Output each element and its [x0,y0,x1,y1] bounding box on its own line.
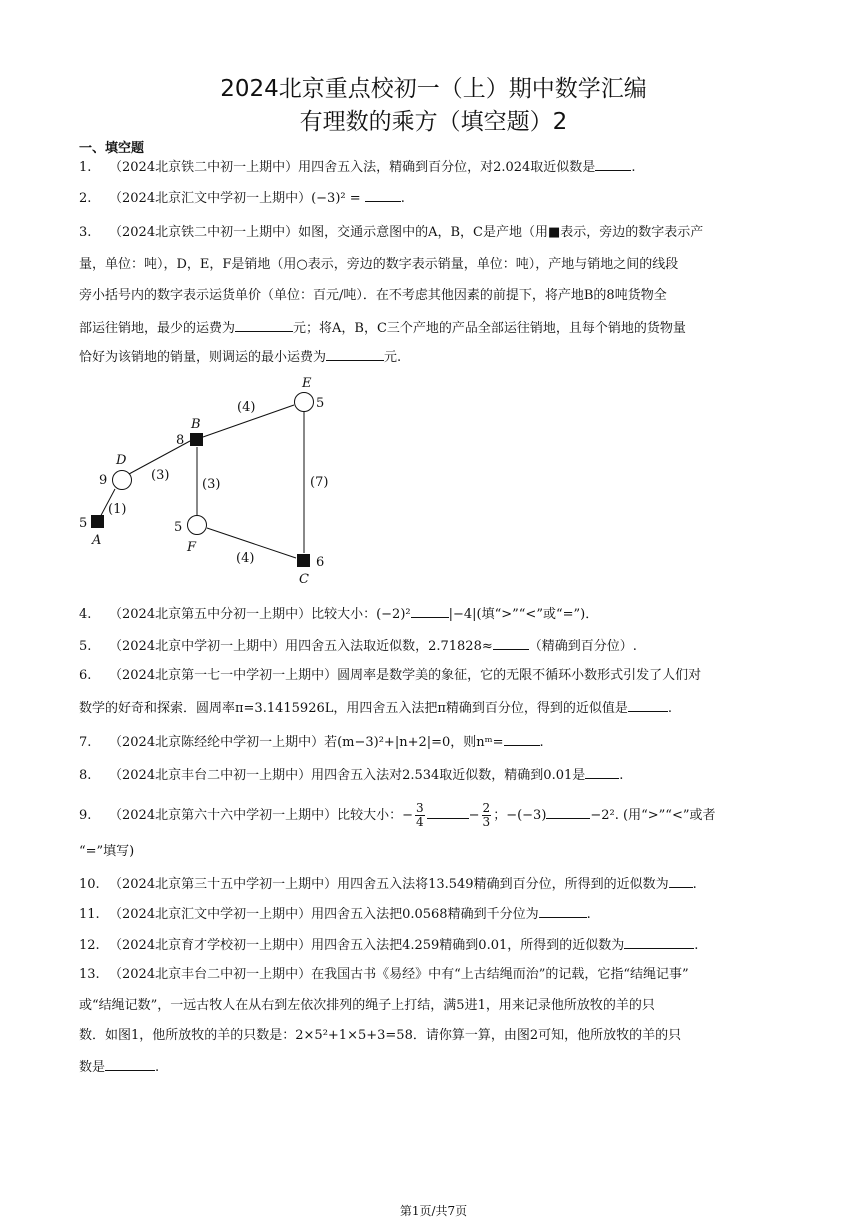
question-3-line4 [79,319,686,337]
question-9-line2: “=”填写) [79,844,135,859]
question-6-line2 [79,699,672,717]
question-text: （2024北京汇文中学初一上期中）用四舍五入法把0.0568精确到千分位为 [109,907,539,922]
question-number: 6. [79,668,92,683]
question-7 [79,733,544,751]
punctuation: . [694,938,699,953]
answer-blank[interactable] [628,699,668,712]
question-number: 13. [79,967,100,982]
amount-d: 9 [99,473,108,488]
amount-c: 6 [316,555,325,570]
math-expression: −2². [590,808,619,823]
question-text: （2024北京铁二中初一上期中）用四舍五入法，精确到百分位，对2.024取近似数是 [109,160,596,175]
node-f-circle [188,516,207,535]
document-title-line1: 2024北京重点校初一（上）期中数学汇编 [220,76,647,102]
question-text: |−4|(填“>”“<”或“=”)． [448,607,599,622]
answer-blank[interactable] [669,875,693,888]
section-heading: 一、填空题 [79,141,145,156]
question-text: （2024北京第一七一中学初一上期中）圆周率是数学美的象征，它的无限不循环小数形式引发了人们对 [109,668,702,683]
label-c: C [299,572,309,587]
page-footer: 第1页/共7页 [399,1204,468,1218]
node-d-circle [113,471,132,490]
answer-blank[interactable] [365,189,401,202]
question-text: 部运往销地，最少的运费为 [79,321,236,336]
question-number: 1. [79,160,92,175]
question-number: 11. [79,907,100,922]
amount-b: 8 [176,433,185,448]
fraction-numerator: 2 [482,801,491,815]
question-text: 恰好为该销地的销量，则调运的最小运费为 [79,350,327,365]
question-6-line1 [79,668,701,684]
fraction-three-fourths [415,802,425,829]
question-3-line2: 量，单位：吨），D，E，F是销地（用○表示，旁边的数字表示销量，单位：吨），产地与销地之间的线段 [79,257,679,272]
cost-d-b: (3) [151,468,170,483]
question-5 [79,637,637,655]
cost-f-c: (4) [236,551,255,566]
answer-blank[interactable] [235,319,293,332]
answer-blank[interactable] [326,348,384,361]
question-number: 3. [79,225,92,240]
question-number: 5. [79,639,92,654]
question-text: （2024北京陈经纶中学初一上期中）若(m−3)²+|n+2|=0，则nᵐ= [109,735,504,750]
answer-blank[interactable] [427,806,469,819]
transport-diagram [70,365,360,595]
answer-blank[interactable] [585,766,619,779]
label-a: A [92,533,102,548]
question-text: 元. [384,350,402,365]
question-number: 12. [79,938,100,953]
punctuation: . [692,877,697,892]
question-text: （2024北京育才学校初一上期中）用四舍五入法把4.259精确到0.01，所得到的近似数为 [109,938,625,953]
question-text: 元；将A，B，C三个产地的产品全部运往销地，且每个销地的货物量 [293,321,686,336]
amount-f: 5 [174,520,183,535]
question-text: （2024北京铁二中初一上期中）如图，交通示意图中的A，B，C是产地（用■表示，旁边的数字表示产 [109,225,704,240]
question-text: （精确到百分位）. [528,639,637,654]
question-13-line1 [79,967,689,983]
question-9: 9. （2024北京第六十六中学初一上期中）比较大小：− $\frac{3}{4}$ − $\frac{2}{3}$ ；−(−3) −2². (用“>”“<”或者 [79,801,716,829]
question-8 [79,766,623,784]
fraction-denominator: 4 [416,815,424,829]
fraction-numerator: 3 [416,801,424,815]
punctuation: . [667,701,673,716]
question-number: 9. [79,808,92,823]
cost-b-e: (4) [237,400,256,415]
question-10 [79,875,697,893]
answer-blank[interactable] [539,905,587,918]
label-d: D [116,453,127,468]
label-f: F [187,540,197,555]
question-3-line5 [79,348,401,366]
document-title-line2: 有理数的乘方（填空题）2 [299,109,568,135]
label-e: E [302,376,312,391]
question-4 [79,605,598,623]
question-hint: (用“>”“<”或者 [623,808,716,823]
question-number: 2. [79,191,92,206]
question-12 [79,936,698,954]
question-11 [79,905,591,923]
answer-blank[interactable] [493,637,529,650]
question-text: （2024北京第三十五中学初一上期中）用四舍五入法将13.549精确到百分位，所得到的近似数为 [109,877,669,892]
amount-a: 5 [79,516,88,531]
answer-blank[interactable] [624,936,694,949]
cost-b-f: (3) [202,477,221,492]
question-13-line2: 或“结绳记数”，一远古牧人在从右到左依次排列的绳子上打结，满5进1，用来记录他所放牧的羊的只 [79,998,655,1013]
question-text: （2024北京第五中分初一上期中）比较大小：(−2)² [109,607,411,622]
answer-blank[interactable] [504,733,540,746]
question-3-line3: 旁小括号内的数字表示运货单价（单位：百元/吨）．在不考虑其他因素的前提下，将产地B的8吨货物全 [79,288,667,303]
punctuation: . [400,191,405,206]
answer-blank[interactable] [546,806,590,819]
punctuation: . [539,735,544,750]
node-b-square [190,433,203,446]
question-number: 4. [79,607,92,622]
question-3-line1 [79,225,703,241]
label-b: B [191,417,201,432]
question-1 [79,158,635,176]
node-a-square [91,515,104,528]
fraction-denominator: 3 [482,815,491,829]
question-13-line3: 数．如图1，他所放牧的羊的只数是：2×5²+1×5+3=58．请你算一算，由图2可知，他所放牧的羊的只 [79,1028,682,1043]
question-2 [79,189,405,207]
question-number: 7. [79,735,92,750]
cost-e-c: (7) [310,475,329,490]
question-text: （2024北京汇文中学初一上期中） [109,191,312,206]
math-expression: ；−(−3) [493,808,547,823]
answer-blank[interactable] [411,605,449,618]
amount-e: 5 [316,396,325,411]
question-text: （2024北京丰台二中初一上期中）在我国古书《易经》中有“上古结绳而治”的记载，它指“结绳记事” [109,967,689,982]
punctuation: . [586,907,591,922]
punctuation: . [631,160,636,175]
question-text: （2024北京丰台二中初一上期中）用四舍五入法对2.534取近似数，精确到0.01是 [109,768,586,783]
question-text: 数是 [79,1060,106,1075]
math-expression: (−3)² = [311,191,361,206]
cost-a-d: (1) [108,502,127,517]
question-text: （2024北京第六十六中学初一上期中）比较大小： [109,808,403,823]
question-13-line4: 数是 . [79,1060,160,1075]
punctuation: . [619,768,624,783]
node-c-square [297,554,310,567]
question-number: 10. [79,877,100,892]
question-text: 数学的好奇和探索．圆周率π=3.1415926L，用四舍五入法把π精确到百分位，得到的近似值是 [79,701,628,716]
answer-blank[interactable] [595,158,631,171]
question-number: 8. [79,768,92,783]
answer-blank[interactable] [105,1058,155,1071]
question-text: （2024北京中学初一上期中）用四舍五入法取近似数，2.71828≈ [109,639,493,654]
fraction-two-thirds [482,802,492,829]
node-e-circle [295,393,314,412]
